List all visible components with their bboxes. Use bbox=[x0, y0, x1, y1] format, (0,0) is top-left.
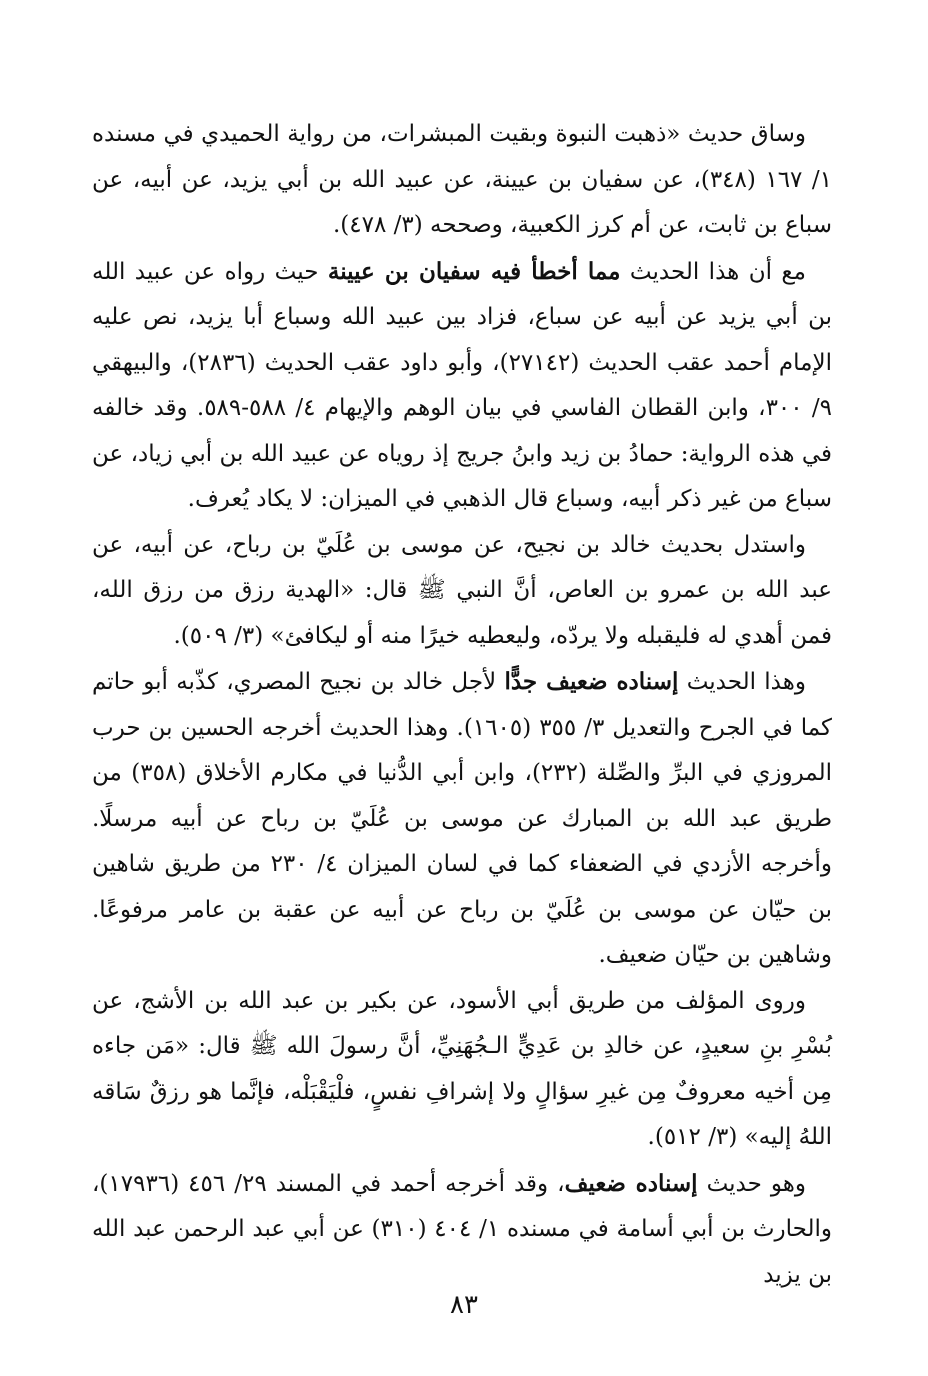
paragraph-1-text: وساق حديث «ذهبت النبوة وبقيت المبشرات، من رواية الحميدي في مسنده ١/ ١٦٧ (٣٤٨)، عن سفيان بن عيينة، عن عبيد الله بن أبي يزيد، عن أبيه، عن سباع بن ثابت، عن أم كرز الكعبية، وصححه (٣/ ٤٧٨). bbox=[92, 121, 832, 238]
paragraph-4 bbox=[92, 659, 832, 979]
paragraph-4-bold: إسناده ضعيف جدًّا bbox=[504, 668, 679, 695]
paragraph-2-bold: مما أخطأ فيه سفيان بن عيينة bbox=[327, 257, 621, 285]
page-body bbox=[92, 112, 832, 1298]
paragraph-4-text-a: وهذا الحديث bbox=[678, 669, 806, 695]
paragraph-6-text-a: وهو حديث bbox=[697, 1170, 806, 1197]
paragraph-3-text: واستدل بحديث خالد بن نجيح، عن موسى بن عُلَيّ بن رباح، عن أبيه، عن عبد الله بن عمرو بن العاص، أنَّ النبي ﷺ قال: «الهدية رزق من رزق الله، فمن أهدي له فليقبله ولا يردّه، وليعطيه خيرًا منه أو ليكافئ» (٣/ ٥٠٩). bbox=[92, 531, 832, 649]
paragraph-6-text-b: ، وقد أخرجه أحمد في المسند ٢٩/ ٤٥٦ (١٧٩٣٦)، والحارث بن أبي أسامة في مسنده ١/ ٤٠٤ (٣١٠) عن أبي عبد الرحمن عبد الله بن يزيد bbox=[92, 1170, 832, 1288]
paragraph-5 bbox=[92, 979, 832, 1161]
paragraph-6-bold: إسناده ضعيف bbox=[564, 1169, 698, 1197]
paragraph-1 bbox=[92, 112, 832, 249]
paragraph-5-text: وروى المؤلف من طريق أبي الأسود، عن بكير بن عبد الله بن الأشج، عن بُسْرِ بنِ سعيدٍ، عن خالدِ بن عَدِيٍّ الـجُهَنِيِّ، أنَّ رسولَ الله ﷺ قال: «مَن جاءه مِن أخيه معروفٌ مِن غيرِ سؤالٍ ولا إشرافِ نفسٍ، فلْيَقْبَلْه، فإنَّما هو رزقٌ سَاقه اللهُ إليه» (٣/ ٥١٢). bbox=[92, 987, 832, 1150]
paragraph-2-text-a: مع أن هذا الحديث bbox=[620, 258, 806, 285]
page-number: ٨٣ bbox=[450, 1290, 478, 1320]
paragraph-3 bbox=[92, 523, 832, 660]
paragraph-2 bbox=[92, 249, 832, 523]
paragraph-2-text-b: حيث رواه عن عبيد الله بن أبي يزيد عن أبيه عن سباع، فزاد بين عبيد الله وسباع أبا يزيد، نص عليه الإمام أحمد عقب الحديث (٢٧١٤٢)، وأبو داود عقب الحديث (٢٨٣٦)، والبيهقي ٩/ ٣٠٠، وابن القطان الفاسي في بيان الوهم والإيهام ٤/ ٥٨٨-٥٨٩. وقد خالفه في هذه الرواية: حمادُ بن زيد وابنُ جريج إذ روياه عن عبيد الله بن أبي زياد، عن سباع من غير ذكر أبيه، وسباع قال الذهبي في الميزان: لا يكاد يُعرف. bbox=[92, 258, 833, 512]
paragraph-4-text-b: لأجل خالد بن نجيح المصري، كذّبه أبو حاتم كما في الجرح والتعديل ٣/ ٣٥٥ (١٦٠٥). وهذا الحديث أخرجه الحسين بن حرب المروزي في البرِّ والصِّلة (٢٣٢)، وابن أبي الدُّنيا في مكارم الأخلاق (٣٥٨) من طريق عبد الله بن المبارك عن موسى بن عُلَيّ بن رباح عن أبيه مرسلًا. وأخرجه الأزدي في الضعفاء كما في لسان الميزان ٤/ ٢٣٠ من طريق شاهين بن حيّان عن موسى بن عُلَيّ بن رباح عن أبيه عن عقبة بن عامر مرفوعًا. وشاهين بن حيّان ضعيف. bbox=[92, 669, 833, 968]
paragraph-6 bbox=[92, 1161, 832, 1299]
